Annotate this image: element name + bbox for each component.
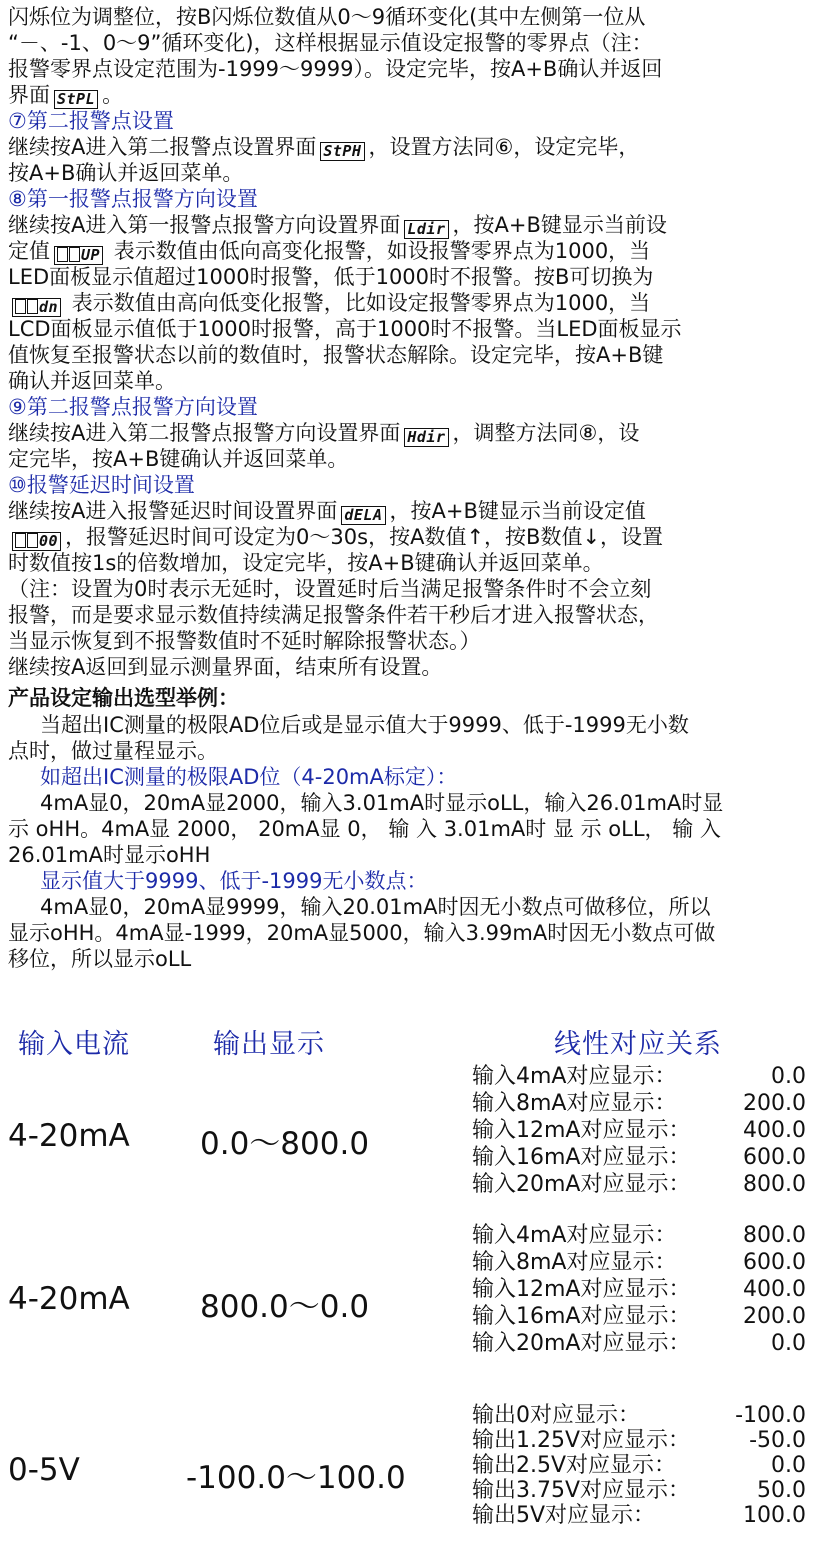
- mapping-row: [472, 1402, 806, 1429]
- example-line: 4mA显0，20mA显9999，输入20.01mA时因无小数点可做移位，所以: [40, 895, 711, 919]
- segment-display-text: StPH: [323, 142, 362, 160]
- example-subheading: 如超出IC测量的极限AD位（4-20mA标定）：: [40, 765, 458, 789]
- blank-digit-icon: [15, 533, 26, 548]
- mapping-label: 输入8mA对应显示：: [472, 1250, 677, 1275]
- segment-display-text: Ldir: [407, 220, 446, 238]
- text-fragment: 继续按A进入第一报警点报警方向设置界面: [8, 213, 401, 237]
- mapping-label: 输出2.5V对应显示：: [472, 1453, 677, 1478]
- mapping-label: 输入20mA对应显示：: [472, 1331, 691, 1356]
- mapping-value: 50.0: [757, 1478, 806, 1503]
- text-line: LED面板显示值超过1000时报警，低于1000时不报警。按B可切换为: [8, 265, 654, 289]
- text-line: [8, 420, 639, 447]
- text-line: [8, 238, 650, 265]
- mapping-row: [472, 1144, 806, 1171]
- text-fragment: ，按A+B键显示当前设定值: [389, 499, 646, 523]
- section-heading: ⑨第二报警点报警方向设置: [8, 395, 258, 419]
- example-subheading: 显示值大于9999、低于-1999无小数点：: [40, 869, 428, 893]
- text-line: 时数值按1s的倍数增加，设定完毕，按A+B键确认并返回菜单。: [8, 551, 604, 575]
- segment-display-text: dn: [39, 298, 59, 316]
- blank-digit-icon: [27, 299, 38, 314]
- text-fragment: 继续按A进入第二报警点设置界面: [8, 135, 317, 159]
- text-line: [8, 212, 667, 239]
- text-fragment: 表示数值由高向低变化报警，比如设定报警零界点为1000，当: [65, 291, 651, 315]
- segment-display-text: StPL: [57, 90, 96, 108]
- mapping-value: 400.0: [743, 1277, 806, 1302]
- table-input-cell: 0-5V: [8, 1452, 80, 1488]
- example-heading: 产品设定输出选型举例：: [8, 686, 239, 710]
- segment-display-text: 00: [39, 532, 59, 550]
- example-line: 4mA显0，20mA显2000，输入3.01mA时显示oLL，输入26.01mA时显: [40, 791, 724, 815]
- text-line: （注：设置为0时表示无延时，设置延时后当满足报警条件时不会立刻: [8, 577, 652, 601]
- segment-display-icon: [404, 220, 448, 239]
- segment-display-icon: [12, 532, 61, 551]
- mapping-value: 0.0: [771, 1453, 806, 1478]
- table-output-cell: -100.0～100.0: [186, 1460, 406, 1496]
- text-line: 闪烁位为调整位，按B闪烁位数值从0～9循环变化(其中左侧第一位从: [8, 5, 646, 29]
- mapping-value: -50.0: [749, 1428, 806, 1453]
- blank-digit-icon: [27, 533, 38, 548]
- mapping-label: 输入12mA对应显示：: [472, 1277, 691, 1302]
- segment-display-icon: [54, 90, 98, 109]
- mapping-row: [472, 1502, 806, 1529]
- mapping-label: 输出3.75V对应显示：: [472, 1478, 691, 1503]
- example-line: 点时，做过量程显示。: [8, 739, 218, 763]
- text-fragment: ，报警延迟时间可设定为0～30s，按A数值↑，按B数值↓，设置: [65, 525, 664, 549]
- example-line: 移位，所以显示oLL: [8, 947, 192, 971]
- mapping-value: 400.0: [743, 1118, 806, 1143]
- text-fragment: 定值: [8, 239, 50, 263]
- mapping-value: 0.0: [771, 1331, 806, 1356]
- mapping-row: [472, 1222, 806, 1249]
- mapping-value: 600.0: [743, 1250, 806, 1275]
- text-line: 按A+B确认并返回菜单。: [8, 161, 244, 185]
- mapping-row: [472, 1090, 806, 1117]
- text-line: 报警零界点设定范围为-1999～9999）。设定完毕，按A+B确认并返回: [8, 57, 663, 81]
- mapping-value: 800.0: [743, 1172, 806, 1197]
- text-line: [8, 290, 650, 317]
- mapping-row: [472, 1330, 806, 1357]
- table-input-cell: 4-20mA: [8, 1118, 130, 1154]
- table-header-input: 输入电流: [18, 1029, 130, 1060]
- segment-display-icon: [341, 506, 385, 525]
- mapping-value: 200.0: [743, 1304, 806, 1329]
- text-line: [8, 82, 123, 109]
- text-fragment: 继续按A进入第二报警点报警方向设置界面: [8, 421, 401, 445]
- mapping-value: 0.0: [771, 1064, 806, 1089]
- table-output-cell: 800.0～0.0: [200, 1289, 370, 1325]
- table-header-output: 输出显示: [213, 1029, 325, 1060]
- text-line: 值恢复至报警状态以前的数值时，报警状态解除。设定完毕，按A+B键: [8, 343, 664, 367]
- segment-display-icon: [54, 246, 103, 265]
- example-line: 显示oHH。4mA显-1999，20mA显5000，输入3.99mA时因无小数点可做: [8, 921, 716, 945]
- mapping-label: 输入20mA对应显示：: [472, 1172, 691, 1197]
- text-line: 当显示恢复到不报警数值时不延时解除报警状态。）: [8, 629, 481, 653]
- text-line: [8, 498, 646, 525]
- mapping-label: 输入4mA对应显示：: [472, 1223, 677, 1248]
- mapping-label: 输入8mA对应显示：: [472, 1091, 677, 1116]
- section-heading: ⑩报警延迟时间设置: [8, 473, 195, 497]
- text-fragment: ，调整方法同⑧，设: [452, 421, 640, 445]
- text-line: LCD面板显示值低于1000时报警，高于1000时不报警。当LED面板显示: [8, 317, 682, 341]
- mapping-label: 输入16mA对应显示：: [472, 1304, 691, 1329]
- mapping-row: [472, 1117, 806, 1144]
- text-fragment: ，设置方法同⑥，设定完毕，: [368, 135, 640, 159]
- text-line: 定完毕，按A+B键确认并返回菜单。: [8, 447, 349, 471]
- mapping-label: 输出1.25V对应显示：: [472, 1428, 691, 1453]
- mapping-value: 600.0: [743, 1145, 806, 1170]
- table-output-cell: 0.0～800.0: [200, 1126, 370, 1162]
- example-line: 当超出IC测量的极限AD位后或是显示值大于9999、低于-1999无小数: [40, 713, 689, 737]
- blank-digit-icon: [57, 247, 68, 262]
- mapping-row: [472, 1063, 806, 1090]
- text-fragment: 表示数值由低向高变化报警，如设报警零界点为1000，当: [107, 239, 651, 263]
- table-header-mapping: 线性对应关系: [554, 1029, 722, 1060]
- segment-display-text: UP: [81, 246, 101, 264]
- mapping-label: 输出0对应显示：: [472, 1403, 640, 1428]
- mapping-row: [472, 1477, 806, 1504]
- mapping-row: [472, 1427, 806, 1454]
- mapping-value: 100.0: [743, 1503, 806, 1528]
- text-line: 确认并返回菜单。: [8, 369, 176, 393]
- example-line: 26.01mA时显示oHH: [8, 843, 211, 867]
- blank-digit-icon: [69, 247, 80, 262]
- text-line: 报警，而是要求显示数值持续满足报警条件若干秒后才进入报警状态，: [8, 603, 659, 627]
- text-line: [8, 134, 639, 161]
- section-heading: ⑧第一报警点报警方向设置: [8, 187, 258, 211]
- text-line: [8, 524, 663, 551]
- mapping-row: [472, 1452, 806, 1479]
- text-line: “－、-1、0～9”循环变化)，这样根据显示值设定报警的零界点（注：: [8, 31, 653, 55]
- mapping-row: [472, 1303, 806, 1330]
- text-fragment: ，按A+B键显示当前设: [452, 213, 667, 237]
- mapping-row: [472, 1276, 806, 1303]
- segment-display-text: Hdir: [407, 428, 446, 446]
- mapping-label: 输入4mA对应显示：: [472, 1064, 677, 1089]
- segment-display-text: dELA: [344, 506, 383, 524]
- mapping-label: 输入16mA对应显示：: [472, 1145, 691, 1170]
- mapping-label: 输入12mA对应显示：: [472, 1118, 691, 1143]
- mapping-value: -100.0: [735, 1403, 806, 1428]
- table-input-cell: 4-20mA: [8, 1281, 130, 1317]
- mapping-label: 输出5V对应显示：: [472, 1503, 656, 1528]
- segment-display-icon: [320, 142, 364, 161]
- mapping-value: 800.0: [743, 1223, 806, 1248]
- mapping-row: [472, 1171, 806, 1198]
- example-line: 示 oHH。4mA显 2000， 20mA显 0， 输 入 3.01mA时 显 示 oLL， 输 入: [8, 817, 721, 841]
- text-fragment: 界面: [8, 83, 50, 107]
- text-fragment: 继续按A进入报警延迟时间设置界面: [8, 499, 338, 523]
- segment-display-icon: [12, 298, 61, 317]
- blank-digit-icon: [15, 299, 26, 314]
- text-line: 继续按A返回到显示测量界面，结束所有设置。: [8, 655, 443, 679]
- section-heading: ⑦第二报警点设置: [8, 109, 174, 133]
- text-fragment: 。: [102, 83, 124, 107]
- mapping-value: 200.0: [743, 1091, 806, 1116]
- mapping-row: [472, 1249, 806, 1276]
- segment-display-icon: [404, 428, 448, 447]
